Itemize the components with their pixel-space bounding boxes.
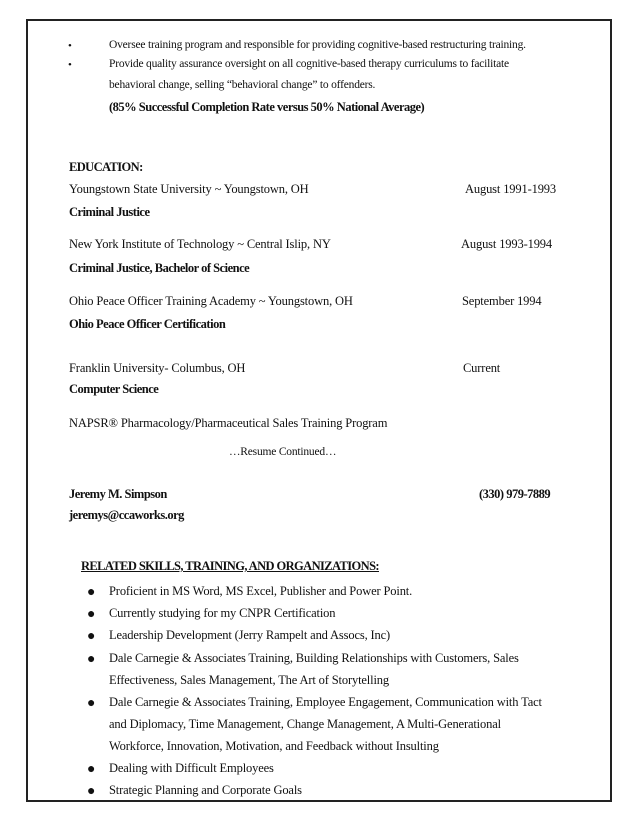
contact-email: jeremys@ccaworks.org [69,508,184,522]
skill-line-4: Dale Carnegie & Associates Training, Building Relationships with Customers, Sales [109,651,519,665]
skill-line-5-continued-2: Workforce, Innovation, Motivation, and Feedback without Insulting [109,739,439,753]
edu-date-2: August 1993-1994 [461,237,553,251]
edu-degree-4: Computer Science [69,382,159,396]
skill-line-3: Leadership Development (Jerry Rampelt and Assocs, Inc) [109,628,391,642]
bullet-marker: ● [87,696,96,711]
skill-line-2: Currently studying for my CNPR Certification [109,606,336,620]
skill-line-5-continued: and Diplomacy, Time Management, Change Management, A Multi-Generational [109,717,501,731]
skills-heading: RELATED SKILLS, TRAINING, AND ORGANIZATIONS: [81,559,379,573]
edu-institution-2: New York Institute of Technology ~ Central Islip, NY [69,237,331,251]
edu-institution-3: Ohio Peace Officer Training Academy ~ Youngstown, OH [69,294,353,308]
edu-institution-1: Youngstown State University ~ Youngstown, OH [69,182,309,196]
skill-line-5: Dale Carnegie & Associates Training, Employee Engagement, Communication with Tact [109,695,542,709]
edu-date-3: September 1994 [462,294,542,308]
edu-degree-3: Ohio Peace Officer Certification [69,317,226,331]
bullet-marker: ● [87,784,96,799]
resume-continued: …Resume Continued… [229,446,337,458]
success-rate: (85% Successful Completion Rate versus 50% National Average) [109,100,425,114]
bullet-marker: ● [87,652,96,667]
edu-degree-2: Criminal Justice, Bachelor of Science [69,261,250,275]
skill-line-4-continued: Effectiveness, Sales Management, The Art of Storytelling [109,673,389,687]
top-bullet-1: Oversee training program and responsible for providing cognitive-based restructuring training. [109,39,526,51]
top-bullet-2: Provide quality assurance oversight on all cognitive-based therapy curriculums to facilitate [109,58,509,70]
bullet-marker: • [68,40,72,52]
education-heading: EDUCATION: [69,160,143,174]
bullet-marker: ● [87,629,96,644]
contact-phone: (330) 979-7889 [479,487,551,501]
edu-date-4: Current [463,361,501,375]
bullet-marker: ● [87,607,96,622]
contact-name: Jeremy M. Simpson [69,487,167,501]
edu-institution-4: Franklin University- Columbus, OH [69,361,246,375]
skill-line-7: Strategic Planning and Corporate Goals [109,783,302,797]
bullet-marker: ● [87,762,96,777]
skill-line-6: Dealing with Difficult Employees [109,761,274,775]
top-bullet-2-continued: behavioral change, selling “behavioral change” to offenders. [109,79,376,91]
bullet-marker: ● [87,585,96,600]
edu-date-1: August 1991-1993 [465,182,557,196]
edu-degree-1: Criminal Justice [69,205,150,219]
skill-line-1: Proficient in MS Word, MS Excel, Publisher and Power Point. [109,584,413,598]
edu-extra-program: NAPSR® Pharmacology/Pharmaceutical Sales Training Program [69,416,388,430]
bullet-marker: • [68,59,72,71]
